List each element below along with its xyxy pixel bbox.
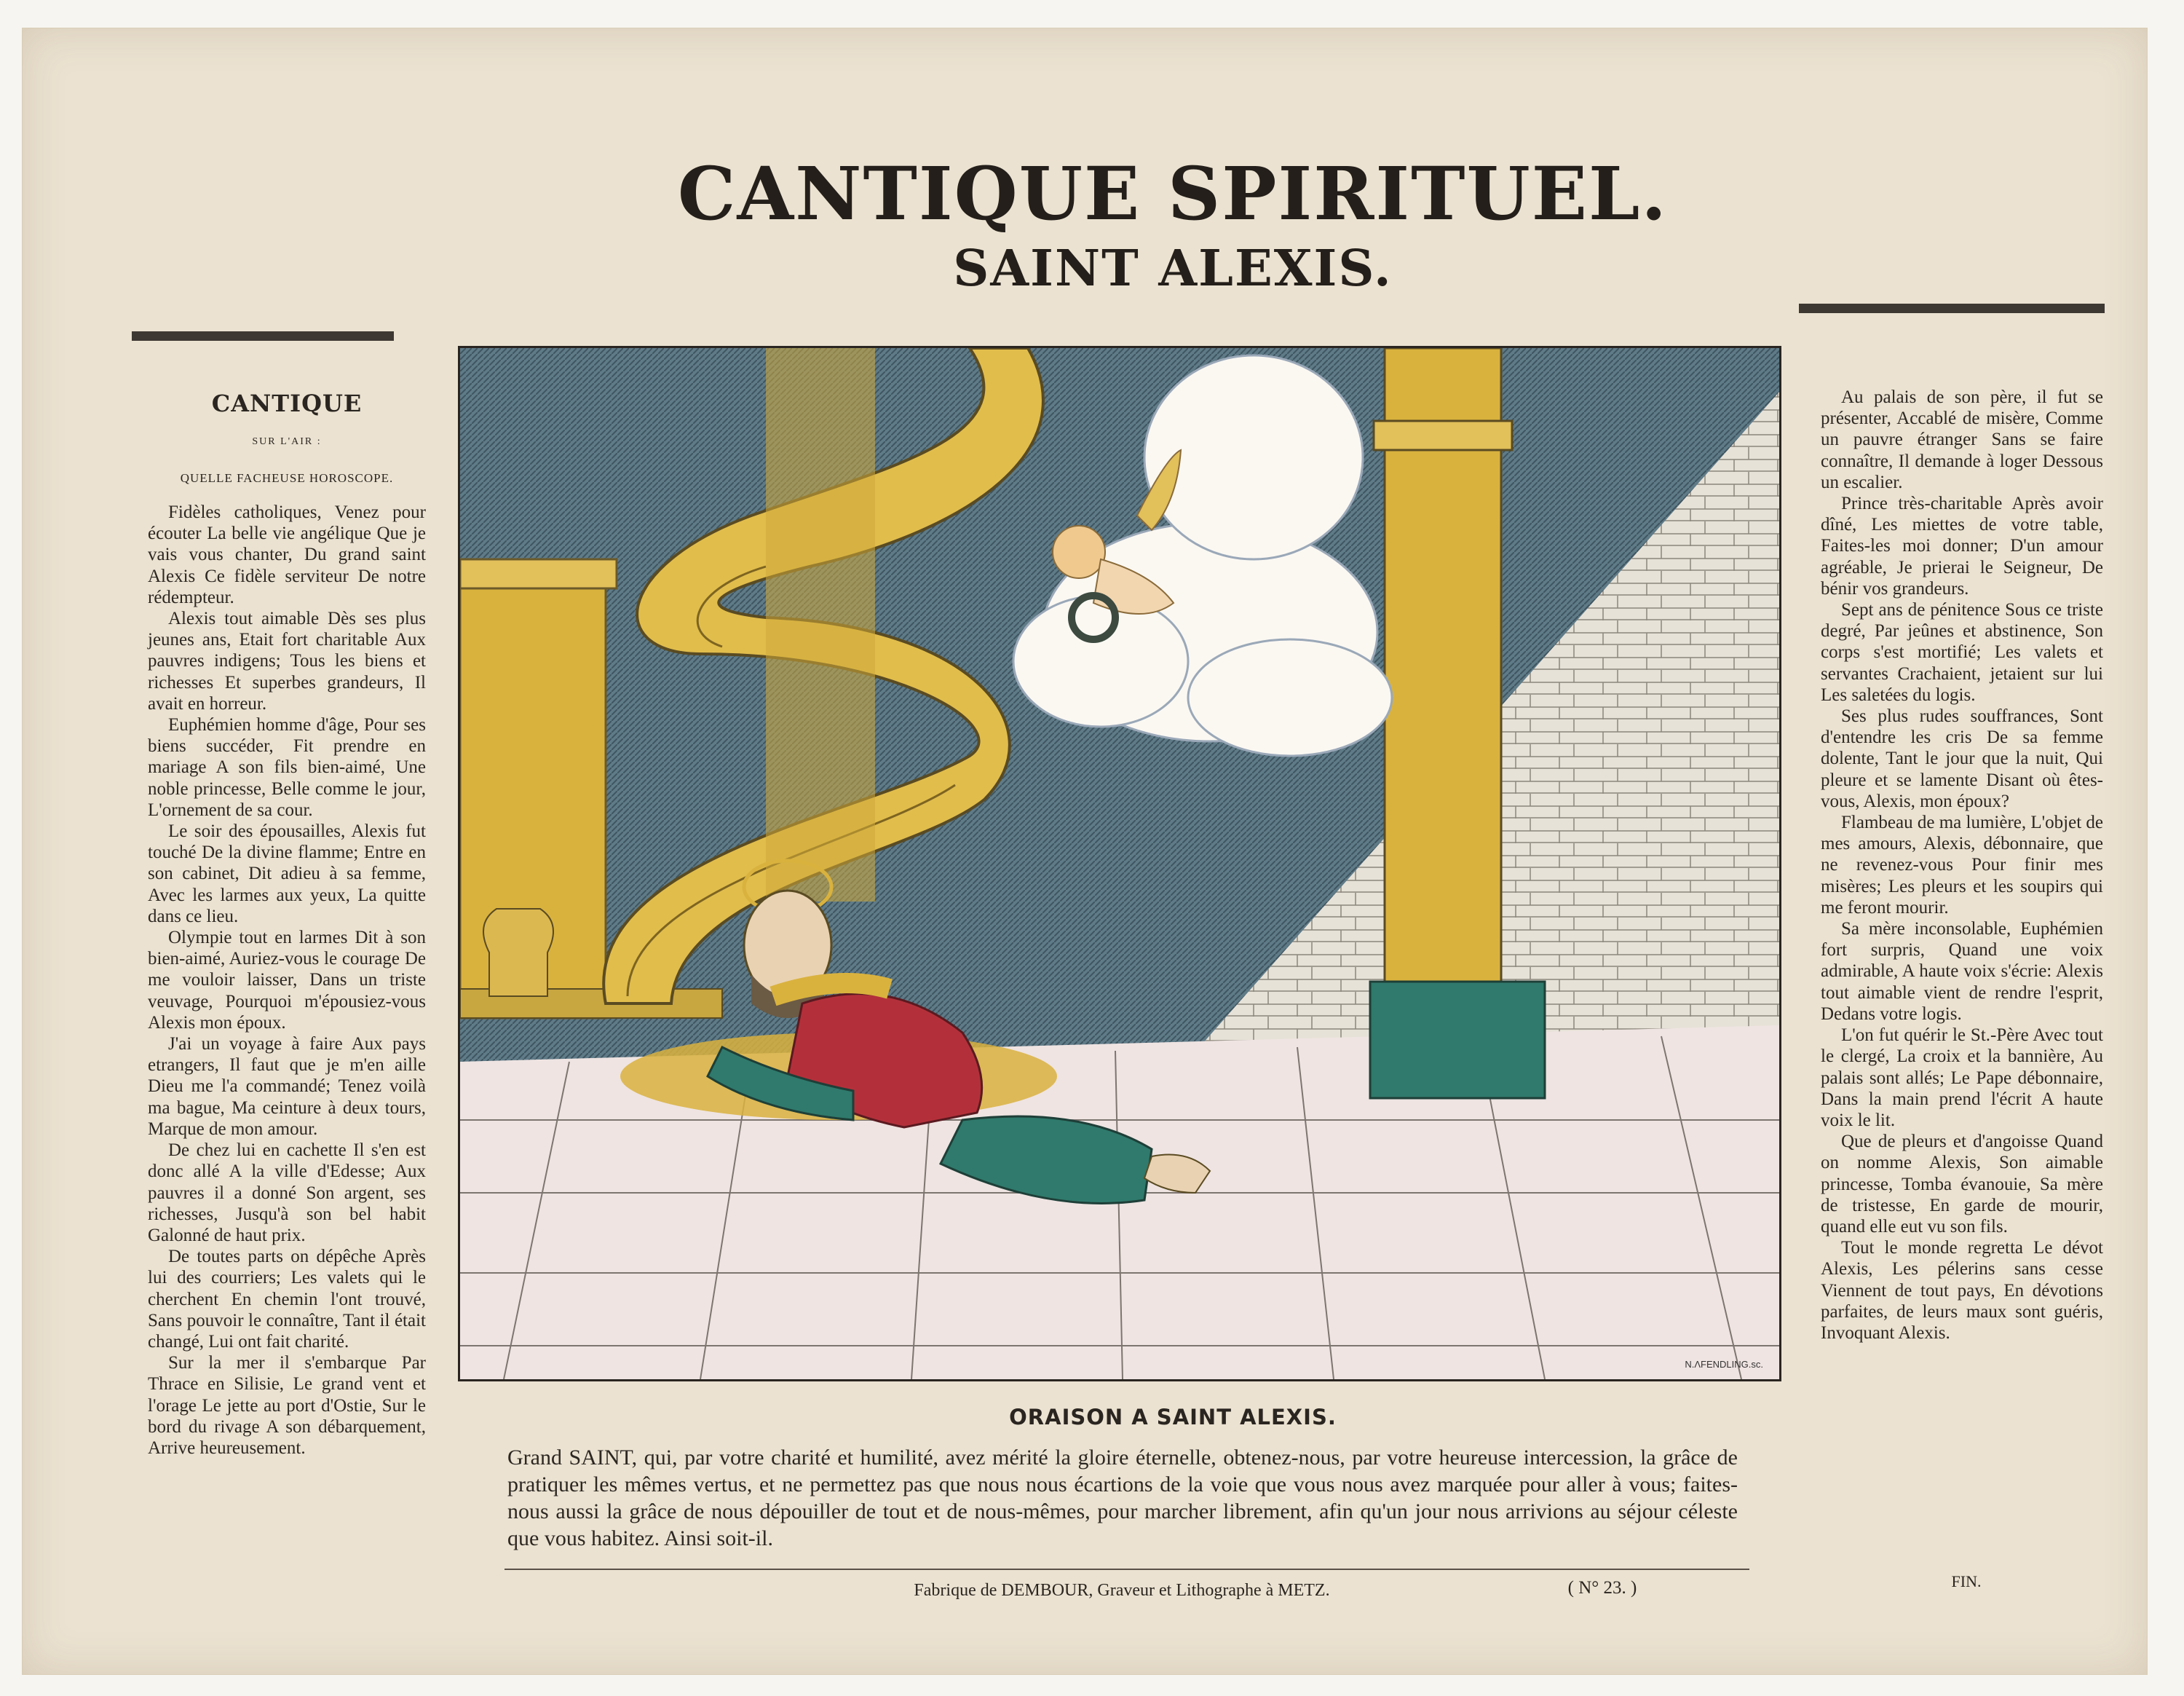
verse: Ses plus rudes souffrances, Sont d'entendre les cris De sa femme dolente, Tant le jour que la nuit, Qui pleure et se lamente Disant où êtes-vous, Alexis, mon époux? — [1821, 706, 2103, 811]
verse: Euphémien homme d'âge, Pour ses biens succéder, Fit prendre en mariage A son fils bien-aimé, Une noble princesse, Belle comme le jour, L'ornement de sa cour. — [148, 715, 426, 820]
fin-mark: FIN. — [1951, 1572, 1982, 1590]
right-verse-column — [1821, 387, 2103, 1344]
verse: Olympie tout en larmes Dit à son bien-aimé, Auriez-vous le courage De me vouloir laisser, Dans un triste veuvage, Pourquoi m'épousiez-vous Alexis mon époux. — [148, 928, 426, 1033]
sur-air-label: SUR L'AIR : — [252, 436, 322, 447]
saint-alexis-engraving — [458, 346, 1781, 1381]
page-title: CANTIQUE SPIRITUEL. — [677, 151, 1669, 237]
verse: Que de pleurs et d'angoisse Quand on nomme Alexis, Son aimable princesse, Tomba évanouie, Sa mère de tristesse, En garde de mourir, quand elle eut vu son fils. — [1821, 1132, 2103, 1236]
verse: Sept ans de pénitence Sous ce triste degré, Par jeûnes et abstinence, Son corps s'est mortifié; Les valets et servantes Crachaient, jetaient sur lui Les saletées du logis. — [1821, 600, 2103, 705]
broadside-sheet — [22, 28, 2148, 1675]
verse: J'ai un voyage à faire Aux pays etrangers, Il faut que je m'en aille Dieu me l'a commandé; Tenez voilà ma bague, Ma ceinture à deux tours, Marque de mon amour. — [148, 1034, 426, 1139]
jug — [483, 909, 553, 996]
prayer-body: qui, par votre charité et humilité, avez mérité la gloire éternelle, obtenez-nous, par votre heureuse intercession, la grâce de pratiquer les mêmes vertus, et ne permettez pas que nous nous écartions de la voie que vous nous avez marquée pour aller à vous; faites-nous aussi la grâce de nous dépouiller de tout et de nous-mêmes, pour marcher librement, afin qu'un jour nous arrivions au séjour céleste que vous habitez. Ainsi soit-il. — [507, 1445, 1738, 1550]
verse: Le soir des épousailles, Alexis fut touché De la divine flamme; Entre en son cabinet, Dit adieu à sa femme, Avec les larmes aux yeux, La quitte dans ce lieu. — [148, 821, 426, 926]
left-column-rule — [132, 331, 394, 341]
verse: De chez lui en cachette Il s'en est donc allé A la ville d'Edesse; Aux pauvres il a donné Son argent, ses richesses, Jusqu'à son bel habit Galonné de haut prix. — [148, 1140, 426, 1245]
left-verse-column — [148, 502, 426, 1459]
verse: L'on fut quérir le St.-Père Avec tout le clergé, La croix et la bannière, Au palais sont allés; Le Pape débonnaire, Dans la main prend l'écrit A haute voix le lit. — [1821, 1025, 2103, 1130]
footer-rule — [505, 1569, 1749, 1570]
right-column-rule — [1799, 304, 2105, 313]
printer-imprint: Fabrique de DEMBOUR, Graveur et Lithographe à METZ. — [914, 1581, 1330, 1600]
engraver-signature: N.ΛFENDLING.sc. — [1685, 1359, 1763, 1370]
sheet-number: ( N° 23. ) — [1567, 1578, 1637, 1598]
tune-name: QUELLE FACHEUSE HOROSCOPE. — [180, 471, 394, 485]
page-subtitle: SAINT ALEXIS. — [953, 240, 1393, 298]
engraving-svg — [460, 348, 1779, 1379]
prayer-lead: Grand SAINT, — [507, 1445, 638, 1470]
prayer-heading: ORAISON A SAINT ALEXIS. — [1009, 1405, 1337, 1429]
verse: Au palais de son père, il fut se présenter, Accablé de misère, Comme un pauvre étranger Sans se faire connaître, Il demande à loger Dessous un escalier. — [1821, 387, 2103, 492]
column-base — [1370, 982, 1545, 1098]
verse: Alexis tout aimable Dès ses plus jeunes ans, Etait fort charitable Aux pauvres indigens; Tous les biens et richesses Et superbes grandeurs, Il avait en horreur. — [148, 609, 426, 714]
verse: Sur la mer il s'embarque Par Thrace en Silisie, Le grand vent et l'orage Le jette au port d'Ostie, Sur le bord du rivage A son débarquement, Arrive heureusement. — [148, 1353, 426, 1458]
verse: Tout le monde regretta Le dévot Alexis, Les pélerins sans cesse Viennent de tout pays, En dévotions parfaites, de leurs maux sont guéris, Invoquant Alexis. — [1821, 1238, 2103, 1343]
verse: Fidèles catholiques, Venez pour écouter La belle vie angélique Que je vais vous chanter, Du grand saint Alexis Ce fidèle serviteur De notre rédempteur. — [148, 502, 426, 607]
verse: De toutes parts on dépêche Après lui des courriers; Les valets qui le cherchent En chemin l'ont trouvé, Sans pouvoir le connaître, Tant il était changé, Lui ont fait charité. — [148, 1247, 426, 1352]
verse: Flambeau de ma lumière, L'objet de mes amours, Alexis, débonnaire, que ne revenez-vous Pour finir mes misères; Les pleurs et les soupirs qui me feront mourir. — [1821, 813, 2103, 918]
verse: Sa mère inconsolable, Euphémien fort surpris, Quand une voix admirable, A haute voix s'écrie: Alexis tout aimable vient de rendre l'esprit, Dedans votre logis. — [1821, 919, 2103, 1024]
verse: Prince très-charitable Après avoir dîné, Les miettes de votre table, Faites-les moi donner; D'un amour agréable, Je prierai le Seigneur, De bénir vos grandeurs. — [1821, 494, 2103, 599]
cantique-heading: CANTIQUE — [211, 390, 363, 417]
prayer-text — [507, 1444, 1738, 1552]
